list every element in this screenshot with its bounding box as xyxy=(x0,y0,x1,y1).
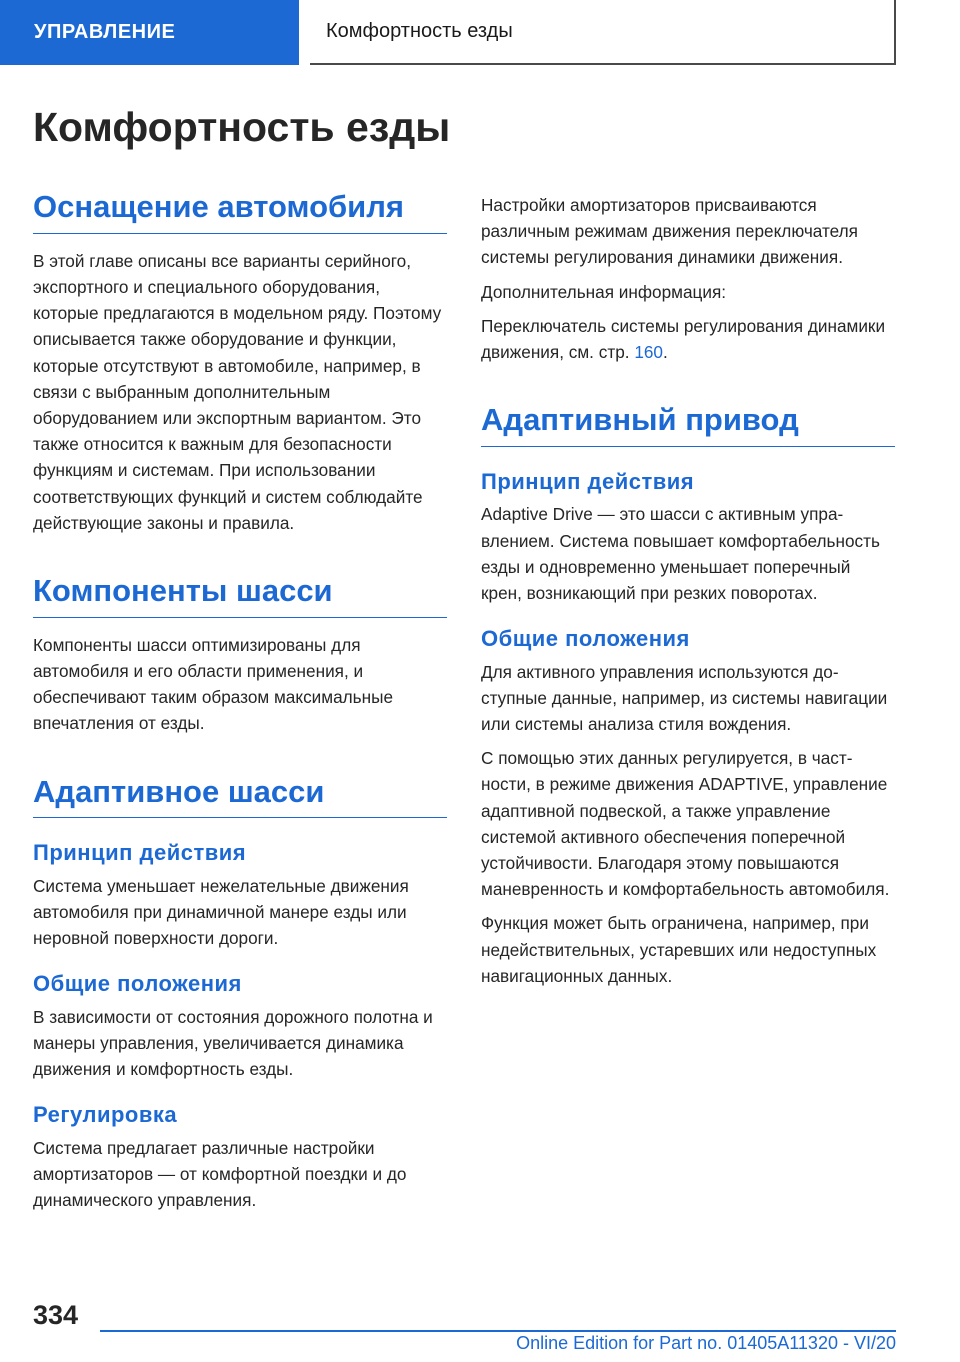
page-reference-link[interactable]: 160 xyxy=(634,342,663,363)
heading-adaptive-chassis: Адаптивное шасси xyxy=(33,773,447,819)
heading-chassis-components: Компоненты шасси xyxy=(33,572,447,618)
left-column xyxy=(33,188,447,1213)
reference-text: Переключатель системы регулирования динамики движения, см. стр. xyxy=(481,315,886,363)
damper-settings-text: Настройки амортизаторов присваиваются различным режимам движения переключателя системы регулирования динамики движения. xyxy=(481,195,858,268)
chassis-components-text: Компоненты шасси оптимизированы для автомобиля и его области применения, и обеспечивают таким образом максимальные впечатления от езды. xyxy=(33,634,394,734)
reference-paragraph xyxy=(481,313,895,365)
adaptive-drive-principle-text: Adaptive Drive — это шасси с активным управлением. Система повышает комфортабельность езды и одновременно уменьшает поперечный крен, возникающий при резких поворотах. xyxy=(481,504,880,603)
heading-adaptive-chassis-principle: Принцип действия xyxy=(33,840,247,866)
adaptive-chassis-principle-text: Система уменьшает нежелательные движения автомобиля при динамичной манере езды или неровной поверхности дороги. xyxy=(33,875,409,949)
heading-regulation: Регулировка xyxy=(33,1102,178,1128)
adaptive-chassis-general-text: В зависимости от состояния дорожного полотна и манеры управления, увеличивается динамика движения и комфортность езды. xyxy=(33,1006,433,1080)
heading-equipment: Оснащение автомобиля xyxy=(33,188,447,234)
reference-end: . xyxy=(663,342,668,363)
header-section-label: УПРАВЛЕНИЕ xyxy=(34,21,176,43)
right-column xyxy=(481,188,895,989)
header-chapter-label: Комфортность езды xyxy=(326,20,513,42)
adaptive-drive-general-text-3: Функция может быть ограничена, например, при недействительных, устаревших или недоступных навигационных данных. xyxy=(481,913,877,986)
adaptive-drive-general-text-1: Для активного управления используются доступные данные, например, из системы навигации или системы анализа стиля вождения. xyxy=(481,661,888,734)
page-title: Комфортность езды xyxy=(33,104,451,150)
adaptive-drive-general-text-2: С помощью этих данных регулируется, в частности, в режиме движения ADAPTIVE, управление адаптивной подвеской, а также управление системой активного обеспечения поперечной устойчивости. Благодаря этому повышаются маневренность и комфортабельность автомобиля. xyxy=(481,748,890,900)
header-section-tab xyxy=(0,0,299,65)
heading-adaptive-drive-general: Общие положения xyxy=(481,626,690,652)
heading-adaptive-drive-principle: Принцип действия xyxy=(481,468,695,494)
equipment-text: В этой главе описаны все варианты серийного, экспортного и специального оборудования, которые предлагаются в модельном ряду. Поэтому описывается также оборудование и функции, которые отсутствуют в автомобиле, например, в связи с выбранным дополнительным оборудованием или экспортным вариантом. Это также относится к важным для безопасности функциям и системам. При использовании соответствующих функций и систем соблюдайте действующие законы и правила. xyxy=(33,250,442,533)
regulation-text: Система предлагает различные настройки амортизаторов — от комфортной поездки и до динамического управления. xyxy=(33,1137,407,1211)
footer-edition: Online Edition for Part no. 01405A11320 - VI/20 xyxy=(516,1333,896,1353)
header-chapter-box xyxy=(310,0,896,65)
more-info-label: Дополнительная информация: xyxy=(481,281,727,302)
footer-divider xyxy=(100,1330,896,1332)
heading-adaptive-chassis-general: Общие положения xyxy=(33,971,242,997)
page-number: 334 xyxy=(33,1300,79,1330)
heading-adaptive-drive: Адаптивный привод xyxy=(481,401,895,447)
